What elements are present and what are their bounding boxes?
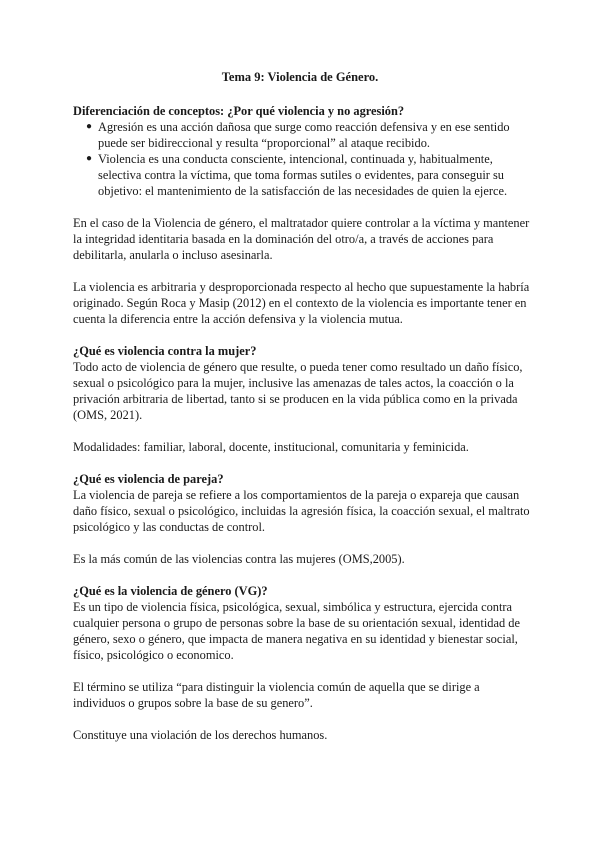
paragraph: Es un tipo de violencia física, psicológica, sexual, simbólica y estructura, ejercida contra cualquier persona o grupo de personas sobre la base de su orientación sexual, identidad de género, sexo o género, que impacta de manera negativa en su identidad y bienestar social, físico, psicológico o economico. [73, 600, 520, 662]
bullet-list [73, 119, 531, 199]
paragraph: Todo acto de violencia de género que resulte, o pueda tener como resultado un daño físico, sexual o psicológico para la mujer, inclusive las amenazas de tales actos, la coacción o la privación arbitraria de libertad, tanto si se producen en la vida pública como en la privada (OMS, 2021). [73, 360, 523, 422]
list-item: ● Agresión es una acción dañosa que surge como reacción defensiva y en ese sentido puede ser bidireccional y resulta “proporcional” al ataque recibido. [86, 120, 510, 150]
bullet-icon: ● [86, 153, 93, 164]
paragraph: Constituye una violación de los derechos humanos. [73, 728, 328, 742]
paragraph: En el caso de la Violencia de género, el maltratador quiere controlar a la víctima y mantener la integridad identitaria basada en la dominación del otro/a, a través de acciones para debilitarla, anularla o incluso asesinarla. [73, 216, 530, 262]
list-item: ● Violencia es una conducta consciente, intencional, continuada y, habitualmente, selectiva contra la víctima, que toma formas sutiles o evidentes, para conseguir su objetivo: el mantenimiento de la satisfacción de las necesidades de quien la ejerce. [86, 152, 508, 198]
section-heading-genero: ¿Qué es la violencia de género (VG)? [73, 584, 268, 598]
section-violencia-genero [73, 583, 531, 663]
section-heading-pareja: ¿Qué es violencia de pareja? [73, 472, 224, 486]
section-heading-mujer: ¿Qué es violencia contra la mujer? [73, 344, 257, 358]
section-violencia-mujer [73, 343, 531, 423]
page-title: Tema 9: Violencia de Género. [221, 70, 379, 84]
section-diferenciacion [73, 103, 531, 199]
paragraph: La violencia es arbitraria y desproporcionada respecto al hecho que supuestamente la habría originado. Según Roca y Masip (2012) en el contexto de la violencia es importante tener en cuenta la diferencia entre la acción defensiva y la violencia mutua. [73, 280, 530, 326]
paragraph: Es la más común de las violencias contra las mujeres (OMS,2005). [73, 552, 405, 566]
section-heading-diferenciacion: Diferenciación de conceptos: ¿Por qué violencia y no agresión? [73, 104, 405, 118]
paragraph: La violencia de pareja se refiere a los comportamientos de la pareja o expareja que causan daño físico, sexual o psicológico, incluidas la agresión física, la coacción sexual, el maltrato psicológico y las conductas de control. [73, 488, 530, 534]
section-violencia-pareja [73, 471, 531, 535]
paragraph: Modalidades: familiar, laboral, docente, institucional, comunitaria y feminicida. [73, 440, 469, 454]
bullet-icon: ● [86, 121, 93, 132]
paragraph: El término se utiliza “para distinguir la violencia común de aquella que se dirige a individuos o grupos sobre la base de su genero”. [73, 680, 480, 710]
